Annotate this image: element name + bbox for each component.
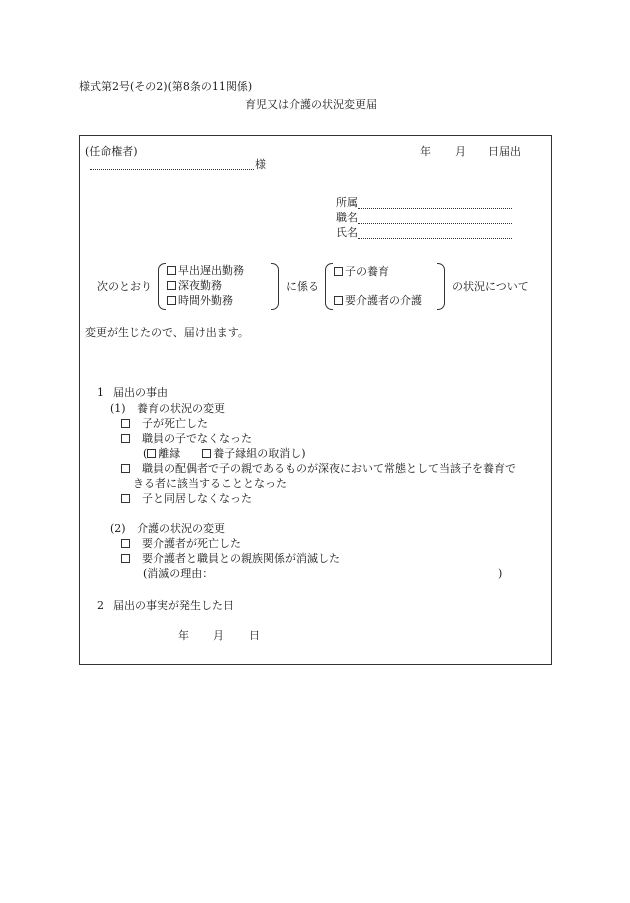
name-field[interactable]: [358, 238, 512, 239]
checkbox-icon[interactable]: [121, 554, 130, 563]
intro-text: 次のとおり: [97, 280, 152, 293]
status-about: の状況について: [452, 280, 529, 293]
submit-date-day[interactable]: 日届出: [488, 145, 521, 158]
work-option-night[interactable]: [167, 279, 222, 293]
sub1-item-no-longer-child[interactable]: [121, 432, 252, 446]
paren-open: (: [143, 447, 148, 460]
form-number: 様式第2号(その2)(第8条の11関係): [79, 80, 253, 93]
item-label: 子が死亡した: [142, 417, 208, 430]
sub2-reason-close: ): [498, 567, 503, 580]
submit-date-year[interactable]: 年: [420, 145, 431, 158]
occur-year[interactable]: 年: [178, 629, 189, 642]
sub1-paren-options: [143, 447, 306, 461]
sub2-reason-field[interactable]: [215, 567, 495, 581]
care-brace-right: [437, 263, 445, 310]
section1-title: 届出の事由: [113, 386, 168, 399]
sub2-item-caree-died[interactable]: [121, 537, 241, 551]
work-option-label: 深夜勤務: [178, 279, 222, 292]
work-option-overtime[interactable]: [167, 294, 233, 308]
form-title: 育児又は介護の状況変更届: [245, 98, 377, 111]
addressee: (任命権者): [85, 145, 138, 158]
checkbox-icon[interactable]: [121, 464, 130, 473]
sub1-title: 養育の状況の変更: [137, 402, 225, 415]
dept-label: 所属: [336, 196, 358, 209]
work-brace-right: [271, 263, 279, 310]
addressee-line[interactable]: [90, 169, 254, 170]
work-option-label: 早出遅出勤務: [178, 264, 244, 277]
occur-day[interactable]: 日: [249, 629, 260, 642]
name-label: 氏名: [336, 226, 358, 239]
care-brace-left: [325, 263, 333, 310]
checkbox-icon[interactable]: [147, 449, 156, 458]
sub1-number: (1): [110, 402, 126, 415]
checkbox-icon[interactable]: [121, 419, 130, 428]
checkbox-icon[interactable]: [167, 281, 176, 290]
sama: 様: [255, 158, 266, 171]
kakaru-text: に係る: [286, 280, 319, 293]
item-label: 職員の配偶者で子の親であるものが深夜において常態として当該子を養育で: [142, 462, 516, 475]
position-label: 職名: [336, 211, 358, 224]
item-label: 要介護者と職員との親族関係が消滅した: [142, 552, 340, 565]
section1-number: 1: [97, 386, 104, 399]
checkbox-icon[interactable]: [121, 494, 130, 503]
item-label: 職員の子でなくなった: [142, 432, 252, 445]
position-field[interactable]: [358, 223, 512, 224]
change-notice: 変更が生じたので、届け出ます。: [85, 326, 249, 339]
sub2-title: 介護の状況の変更: [137, 522, 225, 535]
sub2-number: (2): [110, 522, 126, 535]
work-option-early-late[interactable]: [167, 264, 244, 278]
sub1-item-spouse[interactable]: [121, 462, 516, 476]
paren-close: ): [301, 447, 306, 460]
care-option-label: 要介護者の介護: [345, 294, 422, 307]
sub1-item-child-died[interactable]: [121, 417, 208, 431]
item-label: 子と同居しなくなった: [142, 492, 252, 505]
checkbox-icon[interactable]: [202, 449, 211, 458]
checkbox-icon[interactable]: [121, 434, 130, 443]
care-option-label: 子の養育: [345, 265, 389, 278]
sub2-reason-label: (消滅の理由：: [143, 567, 214, 580]
sub1-item-not-cohabiting[interactable]: [121, 492, 252, 506]
item-label: 要介護者が死亡した: [142, 537, 241, 550]
work-option-label: 時間外勤務: [178, 294, 233, 307]
checkbox-icon[interactable]: [167, 266, 176, 275]
checkbox-icon[interactable]: [334, 267, 343, 276]
occur-month[interactable]: 月: [213, 629, 224, 642]
section2-number: 2: [97, 599, 104, 612]
sub2-item-relation-ended[interactable]: [121, 552, 340, 566]
care-option-child[interactable]: [334, 265, 389, 279]
sub1-item-spouse-cont: きる者に該当することとなった: [133, 477, 287, 490]
care-option-nursing[interactable]: [334, 294, 422, 308]
work-brace-left: [158, 263, 166, 310]
option-divorce: 離縁: [158, 447, 181, 460]
submit-date-month[interactable]: 月: [455, 145, 466, 158]
dept-field[interactable]: [358, 208, 512, 209]
section2-title: 届出の事実が発生した日: [113, 599, 234, 612]
checkbox-icon[interactable]: [167, 296, 176, 305]
option-adoption-cancel: 養子縁組の取消し: [213, 447, 302, 460]
checkbox-icon[interactable]: [121, 539, 130, 548]
checkbox-icon[interactable]: [334, 296, 343, 305]
form-frame: [79, 135, 552, 665]
